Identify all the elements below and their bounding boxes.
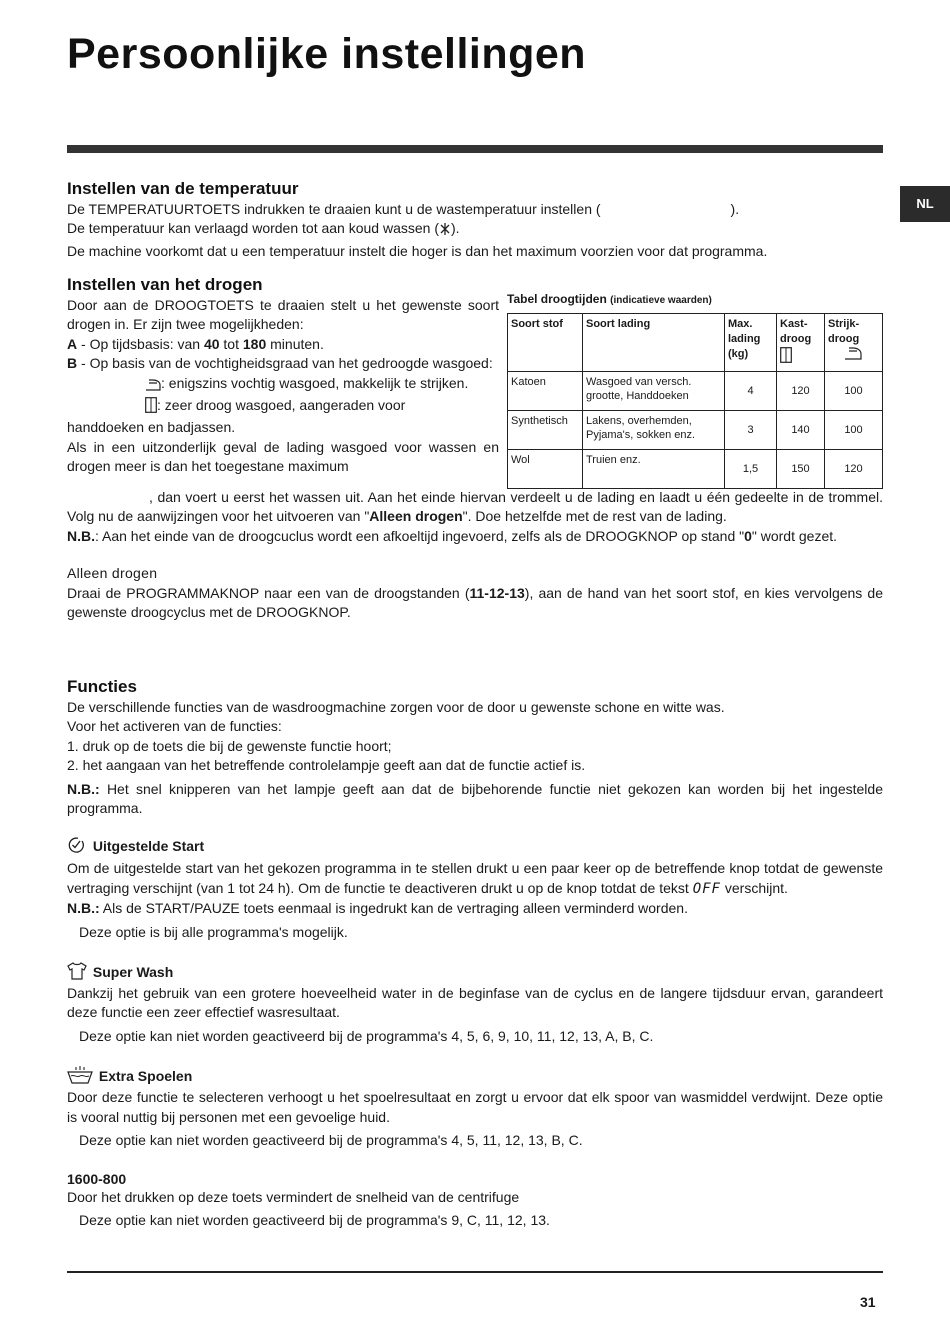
table-cell: Katoen: [508, 372, 583, 411]
table-cell: Synthetisch: [508, 411, 583, 450]
table-header: Strijk-droog: [825, 314, 883, 372]
table-cell: 100: [825, 372, 883, 411]
table-row: [508, 411, 883, 450]
shirt-icon: [67, 962, 87, 983]
drying-continuation: [67, 488, 883, 622]
page-title: Persoonlijke instellingen: [67, 30, 587, 78]
table-header: Soort stof: [508, 314, 583, 372]
table-row: [508, 372, 883, 411]
functions-intro-1: De verschillende functies van de wasdroogmachine zorgen voor de door u gewenste schone en witte was.: [67, 699, 725, 715]
delay-start-nb: N.B.: Als de START/PAUZE toets eenmaal is ingedrukt kan de vertraging alleen verminderd worden.: [67, 900, 688, 917]
table-header: Soort lading: [583, 314, 725, 372]
drying-overload-cont: , dan voert u eerst het wassen uit. Aan het einde hiervan verdeelt u de lading en laadt u één gedeelte in de trommel. Volg nu de aanwijzingen voor het uitvoeren van "Alleen drogen". Doe hetzelfde met de rest van de lading.: [67, 489, 883, 525]
functions-intro-2: Voor het activeren van de functies:: [67, 718, 282, 735]
cold-wash-icon: [439, 222, 451, 241]
clock-icon: [67, 836, 85, 857]
alone-drying-heading: Alleen drogen: [67, 565, 158, 582]
super-wash-title-row: Super Wash: [67, 962, 883, 983]
spin-speed-block: [67, 1171, 883, 1231]
temperature-line-1: De TEMPERATUURTOETS indrukken te draaien kunt u de wastemperatuur instellen ( ).: [67, 201, 740, 217]
functions-heading: Functies: [67, 677, 137, 696]
functions-section: [67, 677, 883, 1230]
language-tab: NL: [900, 186, 950, 222]
temperature-line-3: De machine voorkomt dat u een temperatuur instelt die hoger is dan het maximum voorzien voor dat programma.: [67, 242, 768, 259]
iron-icon: [844, 347, 862, 365]
temperature-section: [67, 179, 883, 261]
footer-rule: [67, 1271, 883, 1273]
extra-rinse-text: Door deze functie te selecteren verhoogt u het spoelresultaat en zorgt u ervoor dat elk spoor van wasmiddel verdwijnt. Deze optie is vooral nuttig bij personen met een gevoelige huid.: [67, 1089, 883, 1125]
cupboard-dry-option-cont: handdoeken en badjassen.: [67, 419, 236, 436]
table-cell: 3: [725, 411, 777, 450]
functions-step-1: 1. druk op de toets die bij de gewenste functie hoort;: [67, 737, 392, 754]
table-cell: 4: [725, 372, 777, 411]
table-cell: Truien enz.: [583, 450, 725, 489]
drying-heading: Instellen van het drogen: [67, 275, 263, 294]
functions-step-2: 2. het aangaan van het betreffende controlelampje geeft aan dat de functie actief is.: [67, 757, 586, 774]
super-wash-text: Dankzij het gebruik van een grotere hoeveelheid water in de beginfase van de cyclus en de langere tijdsduur ervan, garandeert deze functie een zeer effectief wasresultaat.: [67, 985, 883, 1021]
extra-rinse-block: [67, 1066, 883, 1150]
delay-start-note: Deze optie is bij alle programma's mogelijk.: [79, 923, 348, 940]
extra-rinse-note: Deze optie kan niet worden geactiveerd bij de programma's 4, 5, 11, 12, 13, B, C.: [79, 1132, 583, 1149]
cupboard-icon: [780, 347, 792, 368]
table-cell: Wol: [508, 450, 583, 489]
drying-option-b: B - Op basis van de vochtigheidsgraad van het gedroogde wasgoed:: [67, 355, 493, 372]
header-rule: [67, 145, 883, 153]
page-number: 31: [860, 1294, 876, 1310]
delay-start-block: [67, 836, 883, 942]
cupboard-dry-option: : zeer droog wasgoed, aangeraden voor: [67, 396, 499, 418]
table-row: [508, 450, 883, 489]
table-header-row: [508, 314, 883, 372]
extra-rinse-title-row: Extra Spoelen: [67, 1066, 883, 1087]
iron-dry-option: : enigszins vochtig wasgoed, makkelijk te strijken.: [67, 374, 499, 396]
cupboard-icon: [145, 397, 157, 418]
table-cell: 120: [825, 450, 883, 489]
super-wash-block: [67, 962, 883, 1046]
table-cell: Lakens, overhemden, Pyjama's, sokken enz.: [583, 411, 725, 450]
drying-nb: N.B.: Aan het einde van de droogcuclus wordt een afkoeltijd ingevoerd, zelfs als de DROOGKNOP op stand "0" wordt gezet.: [67, 527, 838, 544]
rinse-icon: [67, 1066, 93, 1087]
drying-overload-note: Als in een uitzonderlijk geval de lading wasgoed voor wassen en drogen meer is dan het toegestane maximum: [67, 438, 499, 475]
delay-start-title-row: Uitgestelde Start: [67, 836, 883, 857]
temperature-heading: Instellen van de temperatuur: [67, 179, 299, 198]
spin-speed-text: Door het drukken op deze toets vermindert de snelheid van de centrifuge: [67, 1188, 520, 1205]
table-cell: 1,5: [725, 450, 777, 489]
table-header: Max. lading (kg): [725, 314, 777, 372]
table-cell: Wasgoed van versch. grootte, Handdoeken: [583, 372, 725, 411]
drying-intro: Door aan de DROOGTOETS te draaien stelt u het gewenste soort drogen in. Er zijn twee mogelijkheden:: [67, 297, 499, 333]
table-cell: 120: [777, 372, 825, 411]
table-cell: 100: [825, 411, 883, 450]
drying-section: [67, 275, 499, 477]
super-wash-note: Deze optie kan niet worden geactiveerd bij de programma's 4, 5, 6, 9, 10, 11, 12, 13, A, B, C.: [79, 1027, 654, 1044]
drying-times-table: [507, 313, 883, 489]
functions-nb: N.B.: Het snel knipperen van het lampje geeft aan dat de bijbehorende functie niet gekozen kan worden bij het ingestelde programma.: [67, 780, 883, 817]
off-display-text: OFF: [692, 880, 721, 897]
temperature-line-2: De temperatuur kan verlaagd worden tot aan koud wassen ( ).: [67, 219, 883, 241]
table-cell: 150: [777, 450, 825, 489]
table-caption: Tabel droogtijden (indicatieve waarden): [507, 292, 712, 306]
table-header: Kast-droog: [777, 314, 825, 372]
spin-speed-note: Deze optie kan niet worden geactiveerd bij de programma's 9, C, 11, 12, 13.: [79, 1211, 550, 1228]
table-cell: 140: [777, 411, 825, 450]
iron-icon: [145, 377, 161, 396]
alone-drying-text: Draai de PROGRAMMAKNOP naar een van de droogstanden (11-12-13), aan de hand van het soort stof, en kies vervolgens de gewenste droogcyclus met de DROOGKNOP.: [67, 584, 883, 621]
drying-option-a: A - Op tijdsbasis: van 40 tot 180 minuten.: [67, 335, 324, 352]
delay-start-text: Om de uitgestelde start van het gekozen programma in te stellen drukt u een paar keer op de betreffende knop totdat de gewenste vertraging verschijnt (van 1 tot 24 h). Om de functie te deactiveren drukt u op de knop totdat de tekst OFF verschijnt.: [67, 860, 883, 897]
spin-speed-title: 1600-800: [67, 1170, 127, 1187]
